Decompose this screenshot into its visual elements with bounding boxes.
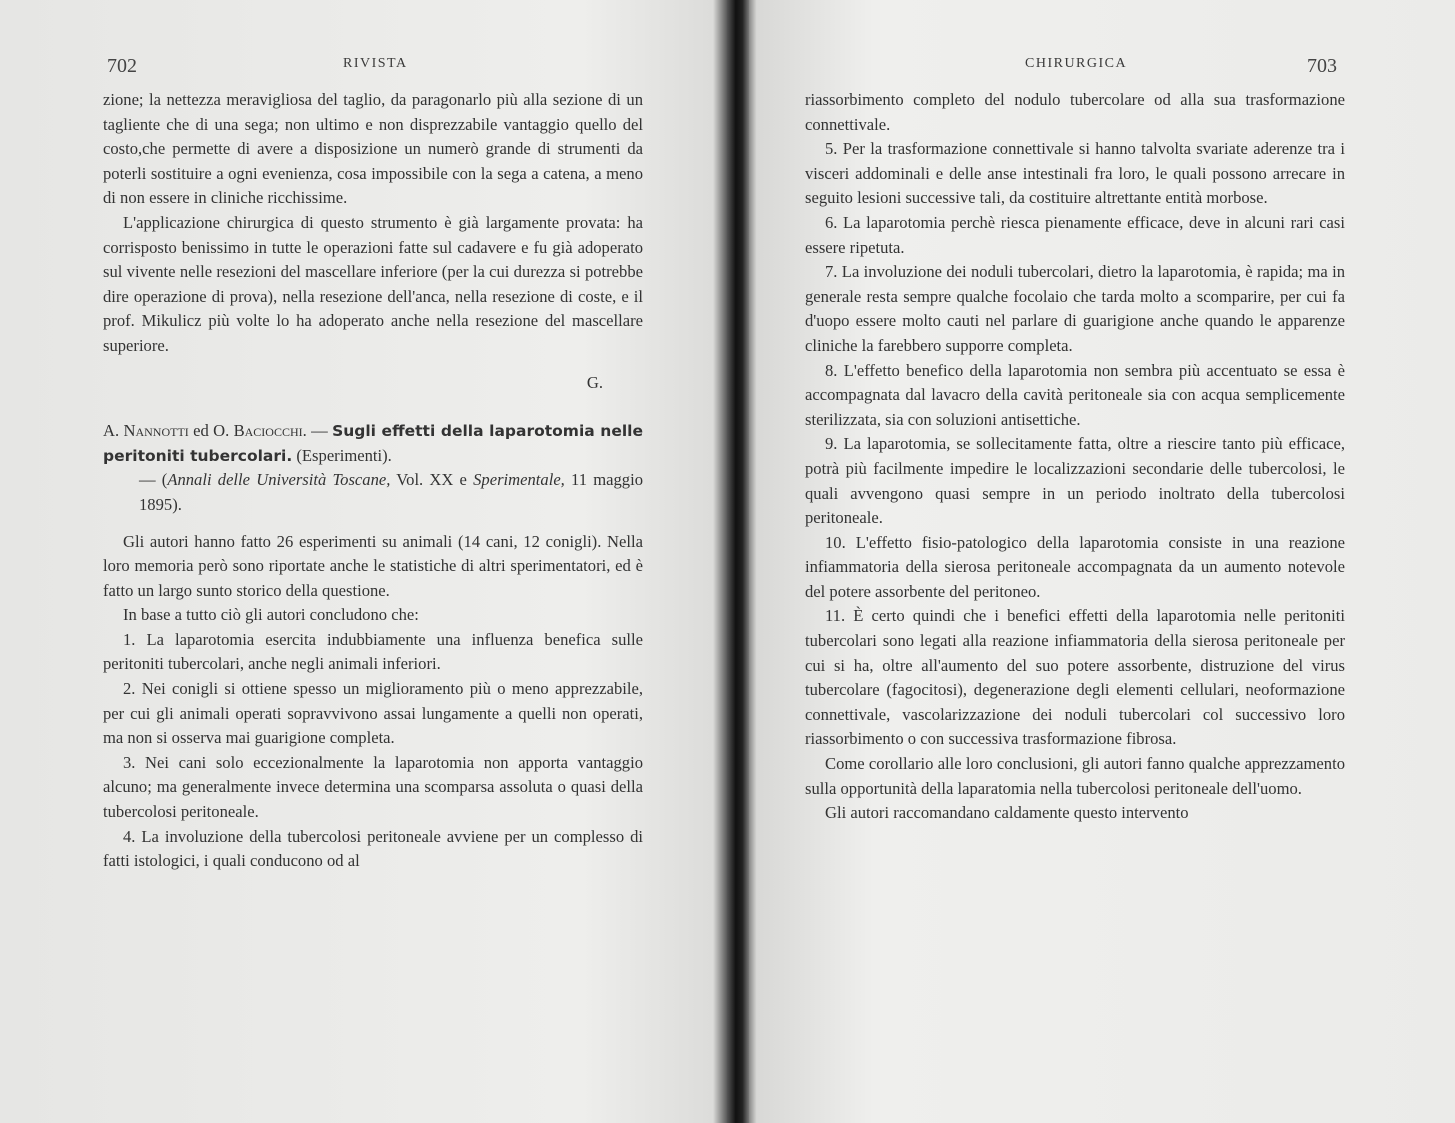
paragraph: riassorbimento completo del nodulo tubercolare od alla sua trasformazione connettivale. [805, 90, 1345, 134]
running-head-right: CHIRURGICA [1025, 56, 1128, 71]
paragraph: 1. La laparotomia esercita indubbiamente una influenza benefica sulle peritoniti tubercolari, anche negli animali inferiori. [103, 629, 643, 674]
page-number-left: 702 [107, 55, 137, 77]
connector: ed [188, 421, 214, 441]
article-title: Sugli effetti della laparotomia nelle peritoniti tubercolari. [103, 422, 643, 465]
date: 11 maggio 1895). [139, 470, 643, 514]
right-page [745, 0, 1455, 1123]
author-1: A. Nannotti [103, 421, 189, 441]
volume: Vol. XX e [390, 470, 474, 490]
author-2: O. Baciocchi. [213, 421, 307, 441]
paragraph: In base a tutto ciò gli autori concludono che: [123, 605, 419, 625]
paragraph: 10. L'effetto fisio-patologico della laparotomia consiste in una reazione infiammatoria della sierosa peritoneale accompagnata da un aumento notevole del potere assorbente del peritoneo. [805, 532, 1345, 601]
journal-name: Annali delle Università Toscane, [167, 470, 391, 490]
paragraph: 11. È certo quindi che i benefici effetti della laparotomia nelle peritoniti tubercolari sono legati alla reazione infiammatoria della sierosa peritoneale per cui si ha, oltre all'aumento del suo potere assorbente, distruzione del virus tubercolare (fagocitosi), degenerazione degli elementi cellulari, neoformazione connettivale, vascolarizzazione dei noduli tubercolari col successivo loro riassorbimento o con successiva trasformazione fibrosa. [805, 606, 1345, 749]
paragraph: 5. Per la trasformazione connettivale si hanno talvolta svariate aderenze tra i visceri addominali e delle anse intestinali fra loro, le quali possono arrecare in seguito lesioni successive tali, da costituire altrettante entità morbose. [805, 139, 1345, 208]
paragraph: 4. La involuzione della tubercolosi peritoneale avviene per un complesso di fatti istologici, i quali conducono od al [103, 826, 643, 871]
paragraph: 8. L'effetto benefico della laparotomia non sembra più accentuato se essa è accompagnata dal lavacro della cavità peritoneale sia con acqua semplicemente sterilizzata, sia con soluzioni antisettiche. [805, 360, 1345, 429]
paragraph: 2. Nei conigli si ottiene spesso un miglioramento più o meno apprezzabile, per cui gli animali operati sopravvivono assai lungamente a quelli non operati, ma non si osserva mai guarigione completa. [103, 679, 643, 748]
running-head-left: RIVISTA [343, 56, 408, 71]
paragraph: 7. La involuzione dei noduli tubercolari, dietro la laparotomia, è rapida; ma in generale resta sempre qualche focolaio che tarda molto a scomparire, per cui fa d'uopo essere molto cauti nel parlare di guarigione anche quando le apparenze cliniche la farebbero supporre completa. [805, 262, 1345, 355]
paragraph: Come corollario alle loro conclusioni, gli autori fanno qualche apprezzamento sulla opportunità della laparatomia nella tubercolosi peritoneale dell'uomo. [805, 754, 1345, 798]
paragraph: 9. La laparotomia, se sollecitamente fatta, oltre a riescire tanto più efficace, potrà più facilmente impedire le localizzazioni secondarie delle tubercolosi, le quali avvengono quasi sempre in un periodo inoltrato della tubercolosi peritoneale. [805, 434, 1345, 528]
section-name: Sperimentale, [473, 470, 565, 490]
signature: G. [586, 372, 603, 392]
paragraph: L'applicazione chirurgica di questo strumento è già largamente provata: ha corrisposto benissimo in tutte le operazioni fatte sul cadavere e fu già adoperato sul vivente nelle resezioni del mascellare inferiore (per la cui durezza si potrebbe dire operazione di prova), nella resezione dell'anca, nella resezione di coste, e il prof. Mikulicz più volte lo ha adoperato anche nella resezione del mascellare superiore. [103, 212, 643, 355]
page-number-right: 703 [1307, 55, 1337, 77]
paragraph: 6. La laparotomia perchè riesca pienamente efficace, deve in alcuni rari casi essere ripetuta. [805, 212, 1345, 257]
article-note: (Esperimenti). [292, 445, 392, 465]
article-citation [103, 468, 643, 517]
paragraph: Gli autori raccomandano caldamente questo intervento [825, 803, 1189, 823]
dash: — [306, 421, 333, 441]
paragraph: zione; la nettezza meravigliosa del taglio, da paragonarlo più alla sezione di un tagliente che di una sega; non ultimo e non disprezzabile vantaggio quello del costo,che permette di avere a disposizione un numerò grande di strumenti da poterli sostituire a ogni evenienza, cosa impossibile con la sega a catena, a meno di non essere in cliniche ricchissime. [103, 90, 643, 208]
paragraph: 3. Nei cani solo eccezionalmente la laparotomia non apporta vantaggio alcuno; ma generalmente invece determina una scomparsa assoluta o quasi della tubercolosi peritoneale. [103, 752, 643, 822]
right-body [805, 88, 1345, 826]
paragraph: Gli autori hanno fatto 26 esperimenti su animali (14 cani, 12 conigli). Nella loro memoria però sono riportate anche le statistiche di altri sperimentatori, ed è fatto un largo sunto storico della questione. [103, 531, 643, 600]
left-body [103, 88, 643, 874]
article-heading [103, 419, 643, 517]
dash-2: — ( [139, 470, 168, 490]
